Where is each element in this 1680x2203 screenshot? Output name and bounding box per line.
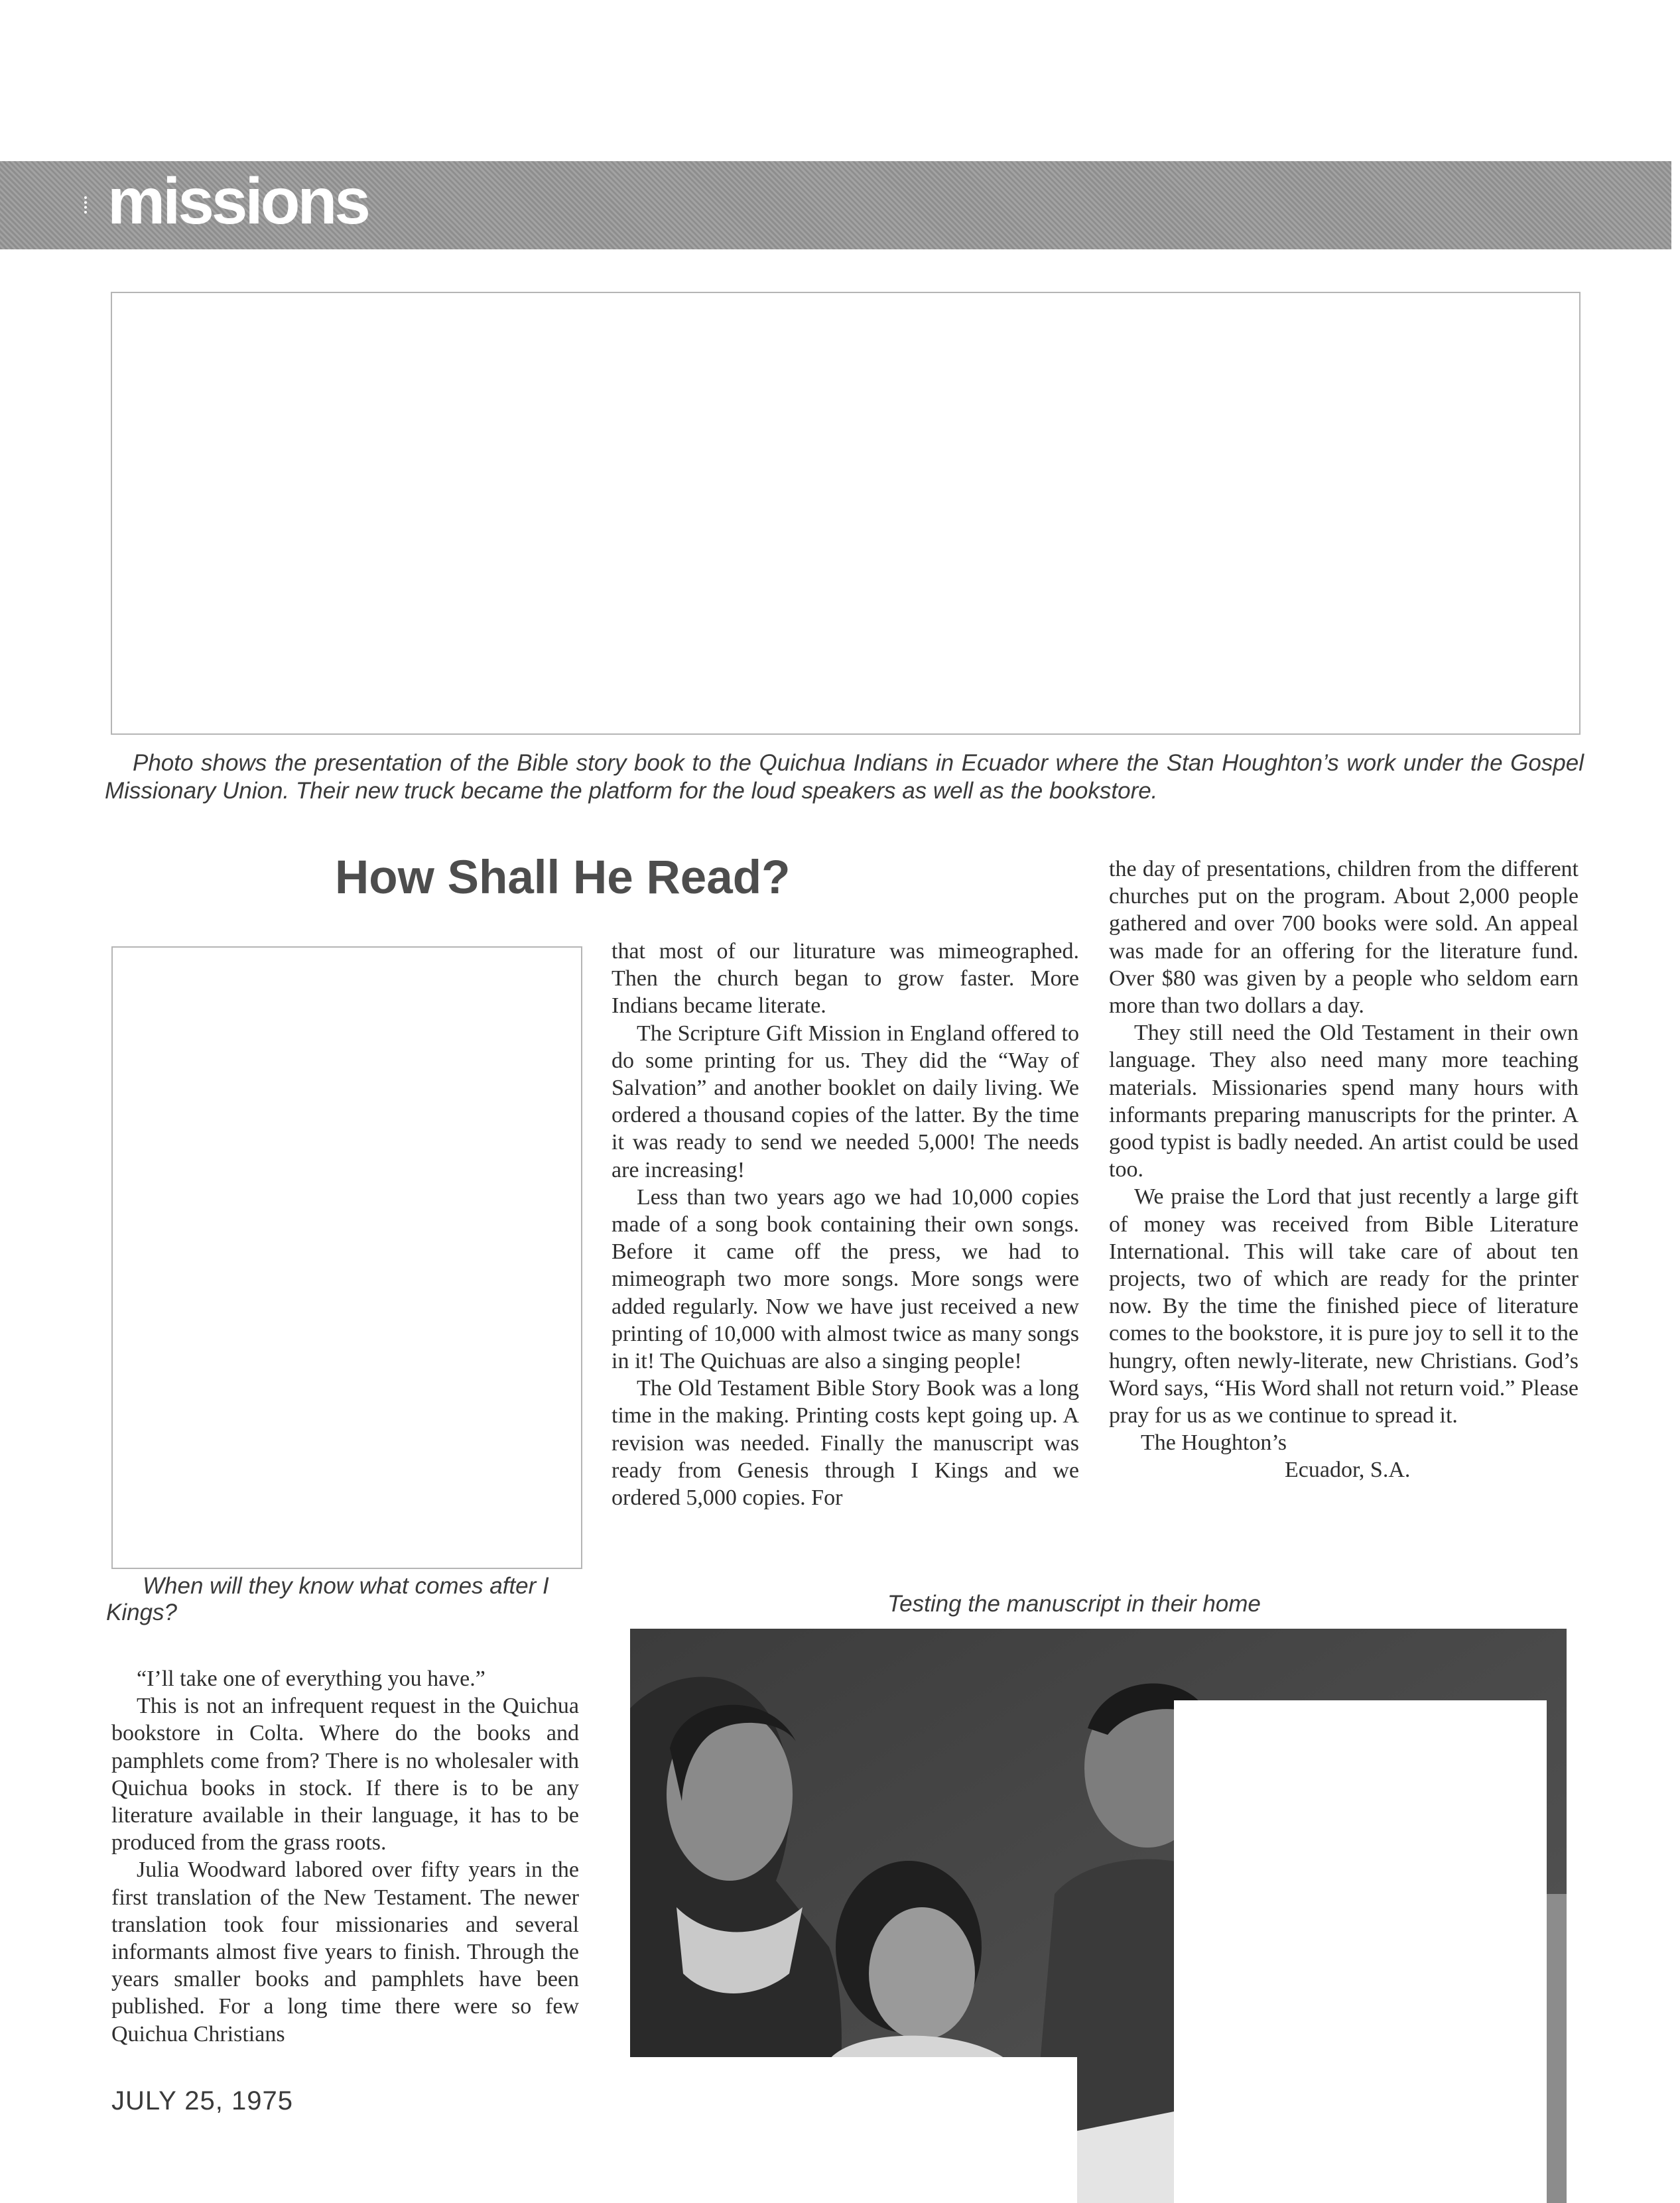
section-label: missions [107, 164, 368, 237]
article-column-left [111, 1665, 579, 2048]
home-photo-caption: Testing the manuscript in their home [887, 1591, 1261, 1617]
side-photo-placeholder [111, 946, 582, 1569]
paragraph: We praise the Lord that just recently a large gift of money was received from Bible Literature International. This will take care of about ten projects, two of which are ready for the printer now. By the time the finished piece of literature comes to the bookstore, it is pure joy to sell it to the hungry, often newly-literate, new Christians. God’s Word says, “His Word shall not return void.” Please pray for us as we continue to spread it. [1109, 1184, 1579, 1428]
paragraph: the day of presentations, children from the different churches put on the program. About 2,000 people gathered and over 700 books were sold. An appeal was made for an offering for the literature fund. Over $80 was given by a people who seldom earn more than two dollars a day. [1109, 857, 1579, 1019]
signature-name: The Houghton’s [1141, 1430, 1287, 1456]
issue-date: JULY 25, 1975 [111, 2086, 293, 2115]
banner-dots-decoration [84, 196, 92, 214]
paragraph: “I’ll take one of everything you have.” [137, 1667, 485, 1691]
article-column-right [1109, 855, 1579, 1484]
side-photo-caption: When will they know what comes after I Kings? [106, 1573, 549, 1625]
signature-place: Ecuador, S.A. [1285, 1458, 1411, 1483]
top-photo-placeholder [111, 292, 1581, 735]
paragraph: that most of our liturature was mimeographed. Then the church began to grow faster. More Indians became literate. [612, 939, 1079, 1019]
article-title: How Shall He Read? [335, 851, 791, 904]
home-photo [630, 1629, 1567, 2203]
paragraph: Less than two years ago we had 10,000 copies made of a song book containing their own songs. Before it came off the press, we had to mimeograph two more songs. More songs were added regularly. Now we have just received a new printing of 10,000 with almost twice as many songs in it! The Quichuas are also a singing people! [612, 1184, 1079, 1374]
paragraph: This is not an infrequent request in the Quichua bookstore in Colta. Where do the books and pamphlets come from? There is no wholesaler with Quichua books in stock. If there is to be any literature available in their language, it has to be produced from the grass roots. [111, 1694, 579, 1856]
article-column-middle [612, 938, 1079, 1511]
home-photo-illustration [630, 1629, 1567, 2203]
paragraph: Julia Woodward labored over fifty years in the first translation of the New Testament. The newer translation took four missionaries and several informants almost five years to finish. Through the years smaller books and pamphlets have been published. For a long time there were so few Quichua Christians [111, 1857, 579, 2046]
paragraph: The Scripture Gift Mission in England offered to do some printing for us. They did the “Way of Salvation” and another booklet on daily living. We ordered a thousand copies of the latter. By the time it was ready to send we needed 5,000! The needs are increasing! [612, 1021, 1079, 1182]
paragraph: They still need the Old Testament in their own language. They also need many more teaching materials. Missionaries spend many hours with informants preparing manuscripts for the printer. A good typist is badly needed. An artist could be used too. [1109, 1021, 1579, 1182]
paragraph: The Old Testament Bible Story Book was a long time in the making. Printing costs kept going up. A revision was needed. Finally the manuscript was ready from Genesis through I Kings and we ordered 5,000 copies. For [612, 1376, 1079, 1511]
top-photo-caption: Photo shows the presentation of the Bible story book to the Quichua Indians in Ecuador where the Stan Houghton’s work under the Gospel Missionary Union. Their new truck became the platform for the loud speakers as well as the bookstore. [105, 750, 1584, 804]
